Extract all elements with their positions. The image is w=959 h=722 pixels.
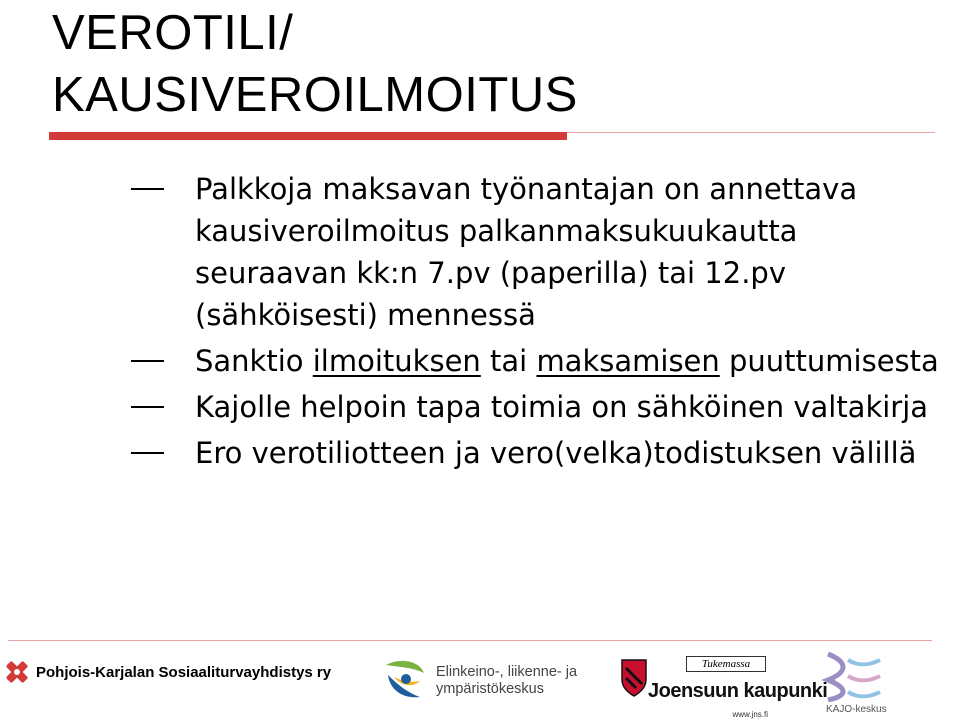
kajo-name: KAJO-keskus	[826, 704, 887, 715]
kajo-wave-logo-icon	[818, 650, 888, 702]
title-accent-line	[567, 132, 935, 133]
bullet-item	[0, 340, 959, 382]
ely-logo	[380, 657, 577, 705]
joensuu-url: www.jns.fi	[732, 710, 768, 719]
bullet-text: Kajolle helpoin tapa toimia on sähköinen valtakirja	[195, 390, 929, 424]
title-accent-bar	[49, 132, 567, 140]
footer-divider	[8, 640, 932, 641]
dash-bullet-icon	[131, 360, 164, 362]
slide-title-line2: KAUSIVEROILMOITUS	[52, 68, 578, 122]
joensuu-name: Joensuun kaupunki	[648, 680, 828, 702]
underlined-term: maksamisen	[536, 344, 720, 378]
underlined-term: ilmoituksen	[312, 344, 481, 378]
joensuu-crest-icon	[620, 658, 648, 698]
ely-name-line1: Elinkeino-, liikenne- ja	[436, 664, 578, 680]
dash-bullet-icon	[131, 188, 164, 190]
bullet-text	[195, 344, 939, 378]
slide-title-line1: VEROTILI/	[52, 6, 294, 60]
bullet-item	[0, 386, 959, 428]
slide-title	[52, 2, 578, 126]
red-cross-logo-icon	[4, 659, 30, 685]
pks-name: Pohjois-Karjalan Sosiaaliturvayhdistys ry	[36, 663, 332, 681]
ely-swirl-logo-icon	[380, 657, 430, 705]
kajo-logo	[818, 650, 898, 720]
dash-bullet-icon	[131, 452, 164, 454]
bullet-text-post: puuttumisesta	[719, 344, 939, 378]
tukemassa-badge: Tukemassa	[686, 656, 766, 672]
dash-bullet-icon	[131, 406, 164, 408]
bullet-list	[0, 168, 959, 478]
bullet-text-pre: Sanktio	[195, 344, 313, 378]
ely-name-line2: ympäristökeskus	[436, 681, 544, 697]
bullet-text-mid: tai	[480, 344, 537, 378]
bullet-item	[0, 168, 959, 336]
pks-logo	[4, 657, 331, 687]
bullet-text: Ero verotiliotteen ja vero(velka)todistuksen välillä	[195, 436, 917, 470]
bullet-text: Palkkoja maksavan työnantajan on annettava kausiveroilmoitus palkanmaksukuukautta seuraavan kk:n 7.pv (paperilla) tai 12.pv (sähköisesti) mennessä	[195, 172, 858, 332]
bullet-item	[0, 432, 959, 474]
joensuu-logo	[620, 656, 828, 720]
ely-name	[436, 664, 577, 698]
